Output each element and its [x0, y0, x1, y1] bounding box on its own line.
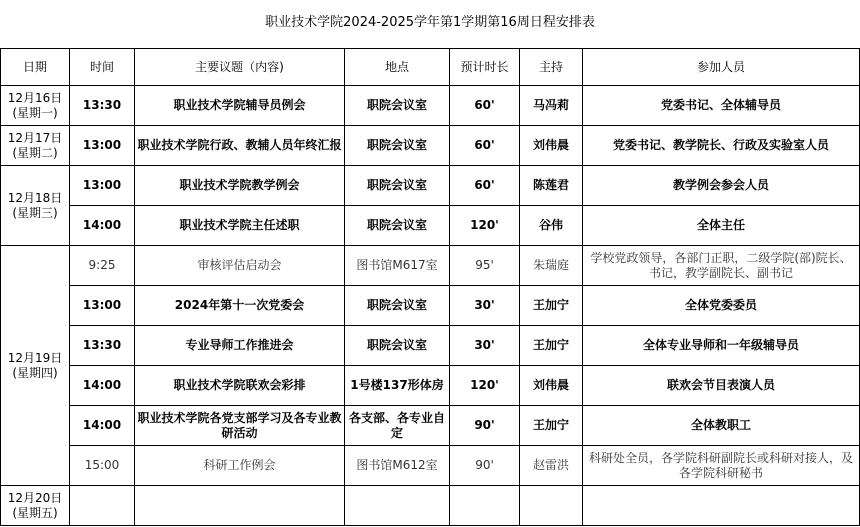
host-cell: 赵雷洪: [520, 446, 583, 486]
topic-cell: 职业技术学院主任述职: [135, 206, 345, 246]
time-cell: 14:00: [70, 406, 135, 446]
duration-cell: 30': [450, 286, 520, 326]
attendees-cell: 科研处全员，各学院科研副院长或科研对接人，及各学院科研秘书: [583, 446, 860, 486]
date-cell: 12月16日 (星期一): [1, 86, 70, 126]
location-cell: 职院会议室: [345, 166, 450, 206]
host-cell: 刘伟晨: [520, 366, 583, 406]
duration-cell: 120': [450, 206, 520, 246]
attendees-cell: 联欢会节目表演人员: [583, 366, 860, 406]
time-cell: 13:00: [70, 166, 135, 206]
attendees-cell: 党委书记、全体辅导员: [583, 86, 860, 126]
location-cell: 职院会议室: [345, 286, 450, 326]
time-cell: 13:00: [70, 126, 135, 166]
topic-cell: 职业技术学院辅导员例会: [135, 86, 345, 126]
table-row: [1, 406, 860, 446]
host-cell: 刘伟晨: [520, 126, 583, 166]
time-cell: 15:00: [70, 446, 135, 486]
time-cell: 13:00: [70, 286, 135, 326]
host-cell: 王加宁: [520, 286, 583, 326]
topic-cell: 职业技术学院行政、教辅人员年终汇报: [135, 126, 345, 166]
table-row: [1, 86, 860, 126]
date-cell: 12月19日 (星期四): [1, 246, 70, 486]
table-row: [1, 326, 860, 366]
host-cell: 王加宁: [520, 406, 583, 446]
schedule-table: [0, 48, 860, 526]
table-row: [1, 286, 860, 326]
table-row: [1, 366, 860, 406]
duration-cell: [450, 486, 520, 526]
duration-cell: 60': [450, 166, 520, 206]
host-cell: 王加宁: [520, 326, 583, 366]
attendees-cell: [583, 486, 860, 526]
attendees-cell: 学校党政领导，各部门正职，二级学院(部)院长、书记，教学副院长、副书记: [583, 246, 860, 286]
attendees-cell: 党委书记、教学院长、行政及实验室人员: [583, 126, 860, 166]
attendees-cell: 全体党委委员: [583, 286, 860, 326]
duration-cell: 60': [450, 86, 520, 126]
header-time: 时间: [70, 49, 135, 86]
duration-cell: 120': [450, 366, 520, 406]
table-row: [1, 486, 860, 526]
attendees-cell: 全体主任: [583, 206, 860, 246]
duration-cell: 90': [450, 446, 520, 486]
topic-cell: 科研工作例会: [135, 446, 345, 486]
location-cell: 职院会议室: [345, 206, 450, 246]
host-cell: 朱瑞庭: [520, 246, 583, 286]
host-cell: [520, 486, 583, 526]
duration-cell: 95': [450, 246, 520, 286]
topic-cell: [135, 486, 345, 526]
location-cell: 职院会议室: [345, 86, 450, 126]
location-cell: 1号楼137形体房: [345, 366, 450, 406]
duration-cell: 60': [450, 126, 520, 166]
topic-cell: 职业技术学院教学例会: [135, 166, 345, 206]
location-cell: 职院会议室: [345, 326, 450, 366]
topic-cell: 审核评估启动会: [135, 246, 345, 286]
header-duration: 预计时长: [450, 49, 520, 86]
table-row: [1, 446, 860, 486]
time-cell: 13:30: [70, 326, 135, 366]
table-row: [1, 166, 860, 206]
header-attendees: 参加人员: [583, 49, 860, 86]
host-cell: 谷伟: [520, 206, 583, 246]
header-host: 主持: [520, 49, 583, 86]
page-title: 职业技术学院2024-2025学年第1学期第16周日程安排表: [265, 15, 595, 30]
header-date: 日期: [1, 49, 70, 86]
table-row: [1, 126, 860, 166]
duration-cell: 30': [450, 326, 520, 366]
topic-cell: 专业导师工作推进会: [135, 326, 345, 366]
location-cell: 图书馆M617室: [345, 246, 450, 286]
topic-cell: 职业技术学院各党支部学习及各专业教研活动: [135, 406, 345, 446]
time-cell: 14:00: [70, 206, 135, 246]
location-cell: 各支部、各专业自定: [345, 406, 450, 446]
attendees-cell: 全体专业导师和一年级辅导员: [583, 326, 860, 366]
host-cell: 陈莲君: [520, 166, 583, 206]
time-cell: 13:30: [70, 86, 135, 126]
header-row: [1, 49, 860, 86]
topic-cell: 2024年第十一次党委会: [135, 286, 345, 326]
host-cell: 马冯莉: [520, 86, 583, 126]
time-cell: 9:25: [70, 246, 135, 286]
header-location: 地点: [345, 49, 450, 86]
location-cell: 职院会议室: [345, 126, 450, 166]
attendees-cell: 教学例会参会人员: [583, 166, 860, 206]
header-topic: 主要议题（内容): [135, 49, 345, 86]
date-cell: 12月20日 (星期五): [1, 486, 70, 526]
date-cell: 12月18日 (星期三): [1, 166, 70, 246]
location-cell: 图书馆M612室: [345, 446, 450, 486]
location-cell: [345, 486, 450, 526]
attendees-cell: 全体教职工: [583, 406, 860, 446]
table-row: [1, 206, 860, 246]
time-cell: 14:00: [70, 366, 135, 406]
topic-cell: 职业技术学院联欢会彩排: [135, 366, 345, 406]
duration-cell: 90': [450, 406, 520, 446]
date-cell: 12月17日 (星期二): [1, 126, 70, 166]
time-cell: [70, 486, 135, 526]
table-row: [1, 246, 860, 286]
